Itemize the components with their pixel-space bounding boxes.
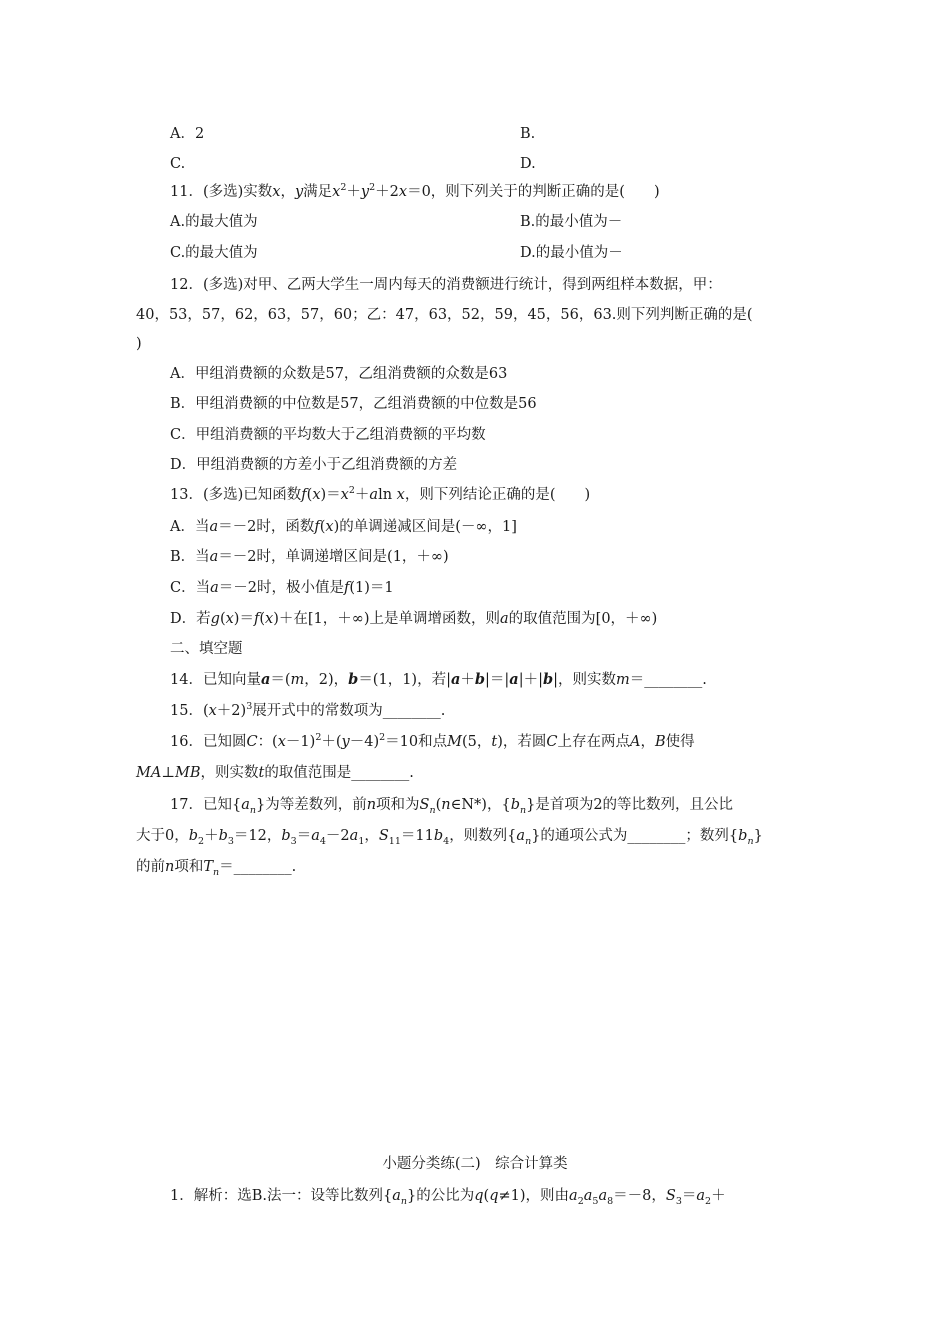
q10-option-c: C. [170, 156, 186, 172]
q10-option-a: A．2 [170, 126, 205, 142]
answer-section-title: 小题分类练(二) 综合计算类 [382, 1156, 568, 1172]
q11-stem: 11．(多选)实数x，y满足$x^2+y^2+2x=0$，则下列关于的判断正确的是( ) [170, 182, 660, 200]
q16-stem-line2: MA⊥MB，则实数t的取值范围是________. [136, 765, 414, 781]
q14-stem: 14．已知向量a＝(m，2)，b＝(1，1)，若|a＋b|＝|a|＋|b|，则实数m＝________. [170, 671, 707, 688]
q13-option-d: D．若g(x)＝f(x)＋在[1，＋∞)上是单调增函数，则a的取值范围为[0，＋∞) [170, 611, 658, 627]
q17-stem-line1: 17．已知$\{a_n\}$为等差数列，前n项和为$S_n(n\in N*)$，$\{b_n\}$是首项为2的等比数列，且公比 [170, 797, 734, 816]
q12-stem-line3: ) [136, 336, 142, 352]
q11-option-c: C.的最大值为 [170, 245, 258, 261]
q17-stem-line2: 大于0，$b_2+b_3=12$，$b_3=a_4-2a_1$，$S_{11}=11b_4$，则数列$\{a_n\}$的通项公式为________；数列$\{b_n\}$ [136, 828, 763, 847]
q11-option-d: D.的最小值为－ [520, 245, 623, 261]
q12-option-a: A．甲组消费额的众数是57，乙组消费额的众数是63 [170, 366, 508, 382]
q12-option-c: C．甲组消费额的平均数大于乙组消费额的平均数 [170, 427, 486, 443]
answer-1-line: 1．解析：选B.法一：设等比数列$\{a_n\}$的公比为q(q≠1)，则由$a_2a_5a_8=-8$，$S_3=a_2+$ [170, 1188, 726, 1207]
q13-option-a: A．当a＝－2时，函数f(x)的单调递减区间是(－∞，1] [170, 519, 517, 535]
q16-stem-line1: 16．已知圆C：$(x-1)^2+(y-4)^2=10$和点M(5，t)，若圆C上存在两点A，B使得 [170, 732, 695, 750]
q17-stem-line3: 的前n项和$T_n=\_\_\_\_\_\_\_\_$. [136, 859, 297, 878]
q12-option-b: B．甲组消费额的中位数是57，乙组消费额的中位数是56 [170, 396, 537, 412]
q10-option-d: D. [520, 156, 536, 172]
q12-stem-line1: 12．(多选)对甲、乙两大学生一周内每天的消费额进行统计，得到两组样本数据，甲： [170, 277, 722, 293]
q11-option-b: B.的最小值为－ [520, 214, 623, 230]
q10-option-b: B. [520, 126, 536, 142]
q11-option-a: A.的最大值为 [170, 214, 258, 230]
q13-stem: 13．(多选)已知函数$f(x)=x^2+aln$ x，则下列结论正确的是( ) [170, 485, 591, 503]
q13-option-c: C．当a＝－2时，极小值是f(1)＝1 [170, 580, 394, 596]
q13-option-b: B．当a＝－2时，单调递增区间是(1，＋∞) [170, 549, 449, 565]
q15-stem: 15．$(x+2)^3$展开式中的常数项为________. [170, 701, 446, 719]
section-heading-fill-in: 二、填空题 [170, 641, 243, 657]
q12-stem-line2: 40，53，57，62，63，57，60；乙：47，63，52，59，45，56，63.则下列判断正确的是( [136, 307, 753, 323]
q12-option-d: D．甲组消费额的方差小于乙组消费额的方差 [170, 457, 458, 473]
